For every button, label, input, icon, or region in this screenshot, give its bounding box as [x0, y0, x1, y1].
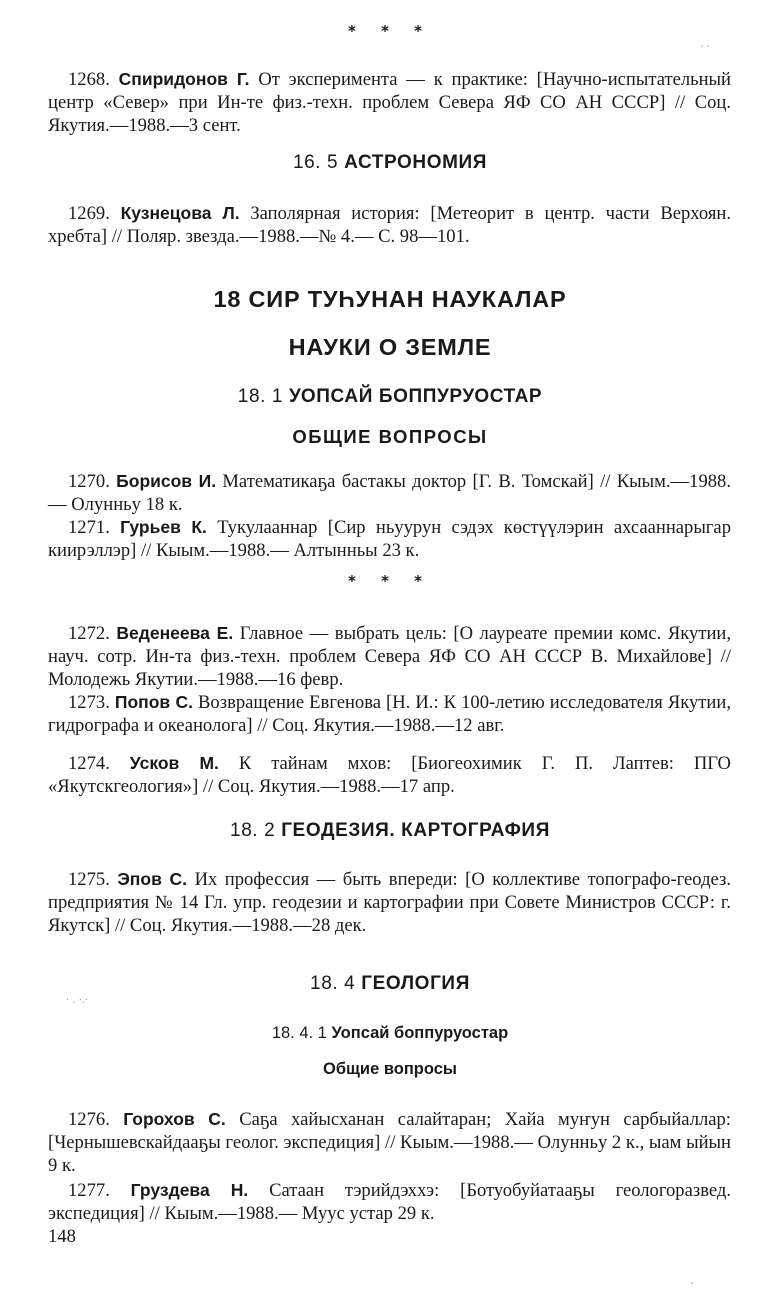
heading-geology	[0, 973, 780, 995]
heading-general-russian: ОБЩИЕ ВОПРОСЫ	[292, 426, 488, 447]
entry-author: Гурьев К.	[120, 517, 207, 537]
entry-1270	[48, 470, 731, 516]
entry-number: 1275.	[68, 869, 110, 890]
entry-1273	[48, 691, 731, 737]
entry-author: Кузнецова Л.	[120, 203, 240, 223]
entry-1276	[48, 1108, 731, 1177]
entry-author: Груздева Н.	[130, 1180, 249, 1200]
entry-number: 1269.	[68, 203, 110, 224]
entry-text: Саҕа хайысханан салайтаран; Хайа муҥун сарбыйаллар: [Чернышевскайдааҕы геолог. экспедиция] // Кыым.—1988.— Олунньу 2 к., ыам ыйын 9 к.	[48, 1109, 731, 1176]
heading-title: ГЕОЛОГИЯ	[361, 973, 470, 994]
entry-text: Возвращение Евгенова [Н. И.: К 100-летию исследователя Якутии, гидрографа и океанолога] // Соц. Якутия.—1988.—12 авг.	[48, 692, 731, 736]
entry-1274	[48, 752, 731, 798]
heading-code: 18. 2	[230, 820, 276, 841]
entry-text: От эксперимента — к практике: [Научно-испытательный центр «Север» при Ин-те физ.-техн. проблем Севера ЯФ СО АН СССР] // Соц. Якутия.—1988.—3 сент.	[48, 69, 731, 136]
heading-code: 18. 4. 1	[271, 1024, 327, 1042]
entry-number: 1277.	[68, 1180, 110, 1201]
entry-1275	[48, 868, 731, 937]
heading-code: 16. 5	[292, 152, 339, 173]
entry-author: Спиридонов Г.	[118, 69, 250, 89]
separator-stars-top: * * *	[348, 22, 432, 40]
entry-text: Их профессия — быть впереди: [О коллективе топографо-геодез. предприятия № 14 Гл. упр. геодезии и картографии при Совете Министров СССР: г. Якутск] // Соц. Якутия.—1988.—28 дек.	[48, 869, 732, 936]
entry-author: Попов С.	[114, 692, 193, 712]
entry-number: 1273.	[68, 692, 110, 713]
section-title-yakut: 18 СИР ТУҺУНАН НАУКАЛАР	[213, 286, 567, 312]
entry-1277	[48, 1179, 731, 1225]
heading-code: 18. 4	[310, 973, 356, 994]
heading-title: ГЕОДЕЗИЯ. КАРТОГРАФИЯ	[281, 820, 550, 841]
heading-geodesy	[0, 820, 780, 842]
heading-code: 18. 1	[237, 386, 284, 407]
heading-title: Уопсай боппуруостар	[331, 1024, 509, 1042]
heading-title: АСТРОНОМИЯ	[344, 152, 488, 173]
entry-number: 1272.	[68, 623, 110, 644]
scan-speck: · ·	[700, 42, 710, 53]
entry-text: Главное — выбрать цель: [О лауреате премии комс. Якутии, науч. сотр. Ин-та физ.-техн. проблем Севера ЯФ СО АН СССР В. Михайлове] // Молодежь Якутии.—1988.—16 февр.	[48, 623, 731, 690]
scan-speck: -	[690, 1278, 694, 1289]
entry-author: Эпов С.	[117, 869, 188, 889]
entry-text: Тукулааннар [Сир ньуурун сэдэх көстүүлэрин ахсааннарыгар киирэллэр] // Кыым.—1988.— Алтынньы 23 к.	[48, 517, 731, 561]
entry-author: Борисов И.	[116, 471, 217, 491]
entry-number: 1276.	[68, 1109, 110, 1130]
entry-1269	[48, 202, 731, 248]
entry-text: Заполярная история: [Метеорит в центр. части Верхоян. хребта] // Поляр. звезда.—1988.—№ 4.— С. 98—101.	[48, 203, 731, 247]
separator-stars-middle: * * *	[348, 572, 432, 590]
entry-number: 1271.	[68, 517, 110, 538]
entry-text: Сатаан тэрийдэххэ: [Ботуобуйатааҕы геологоразвед. экспедиция] // Кыым.—1988.— Муус устар 29 к.	[48, 1180, 731, 1224]
heading-geology-general-russian: Общие вопросы	[322, 1060, 458, 1078]
entry-number: 1274.	[68, 753, 110, 774]
entry-author: Веденеева Е.	[116, 623, 234, 643]
entry-text: К тайнам мхов: [Биогеохимик Г. П. Лаптев: ПГО «Якутскгеология»] // Соц. Якутия.—1988.—17 апр.	[48, 753, 731, 797]
scan-speck: · . ·.·	[66, 995, 89, 1006]
heading-astronomy	[0, 152, 780, 174]
entry-1272	[48, 622, 731, 691]
entry-number: 1270.	[68, 471, 110, 492]
heading-title: УОПСАЙ БОППУРУОСТАР	[288, 386, 543, 407]
section-title-russian: НАУКИ О ЗЕМЛЕ	[288, 334, 492, 360]
heading-general-yakut	[0, 386, 780, 408]
entry-author: Усков М.	[129, 753, 219, 773]
entry-number: 1268.	[68, 69, 110, 90]
entry-1271	[48, 516, 731, 562]
page-number: 148	[48, 1226, 76, 1247]
heading-geology-general-yakut	[0, 1024, 780, 1043]
entry-1268	[48, 68, 731, 137]
entry-author: Горохов С.	[123, 1109, 226, 1129]
entry-text: Математикаҕа бастакы доктор [Г. В. Томскай] // Кыым.—1988.— Олунньу 18 к.	[48, 471, 731, 515]
